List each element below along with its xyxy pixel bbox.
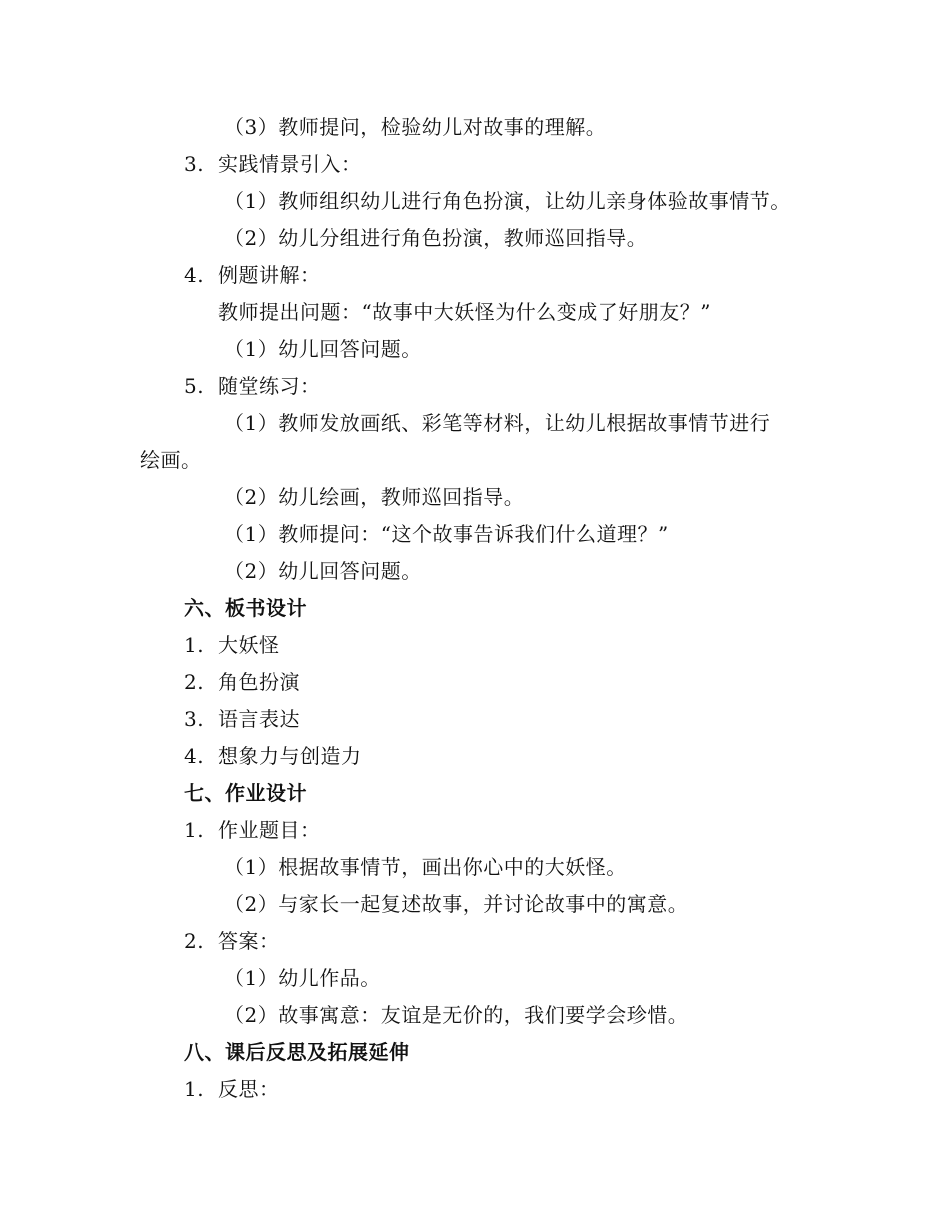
paragraph-line: （1）教师提问：“这个故事告诉我们什么道理？”: [224, 522, 669, 546]
section-heading: 七、作业设计: [184, 781, 307, 805]
numbered-item: 4. 例题讲解：: [184, 263, 321, 287]
numbered-item: 1. 大妖怪: [184, 633, 280, 657]
numbered-item: 2. 角色扮演: [184, 670, 300, 694]
paragraph-line: （1）教师发放画纸、彩笔等材料，让幼儿根据故事情节进行: [224, 411, 771, 435]
numbered-item: 5. 随堂练习：: [184, 374, 321, 398]
paragraph-line: （2）幼儿绘画，教师巡回指导。: [224, 485, 525, 509]
item-number: 3.: [184, 707, 205, 731]
numbered-item: 3. 实践情景引入：: [184, 152, 362, 176]
item-number: 4.: [184, 263, 205, 287]
paragraph-line: 教师提出问题：“故事中大妖怪为什么变成了好朋友？”: [218, 300, 711, 324]
section-heading: 六、板书设计: [184, 596, 307, 620]
numbered-item: 3. 语言表达: [184, 707, 300, 731]
numbered-item: 2. 答案：: [184, 929, 280, 953]
item-number: 2.: [184, 670, 205, 694]
item-number: 3.: [184, 152, 205, 176]
numbered-item: 4. 想象力与创造力: [184, 744, 362, 768]
paragraph-line: （2）幼儿分组进行角色扮演，教师巡回指导。: [224, 226, 648, 250]
paragraph-line: （2）与家长一起复述故事，并讨论故事中的寓意。: [224, 892, 689, 916]
section-heading: 八、课后反思及拓展延伸: [184, 1040, 410, 1064]
item-number: 1.: [184, 633, 205, 657]
paragraph-line: （1）幼儿回答问题。: [224, 337, 422, 361]
paragraph-line: （2）幼儿回答问题。: [224, 559, 422, 583]
item-number: 2.: [184, 929, 205, 953]
item-number: 5.: [184, 374, 205, 398]
paragraph-line: （3）教师提问，检验幼儿对故事的理解。: [224, 115, 607, 139]
item-number: 1.: [184, 1077, 205, 1101]
paragraph-line: （2）故事寓意：友谊是无价的，我们要学会珍惜。: [224, 1003, 689, 1027]
item-number: 1.: [184, 818, 205, 842]
paragraph-line: （1）幼儿作品。: [224, 966, 381, 990]
item-number: 4.: [184, 744, 205, 768]
numbered-item: 1. 作业题目：: [184, 818, 321, 842]
paragraph-line: （1）教师组织幼儿进行角色扮演，让幼儿亲身体验故事情节。: [224, 189, 791, 213]
numbered-item: 1. 反思：: [184, 1077, 280, 1101]
paragraph-line: 绘画。: [140, 448, 202, 472]
paragraph-line: （1）根据故事情节，画出你心中的大妖怪。: [224, 855, 627, 879]
